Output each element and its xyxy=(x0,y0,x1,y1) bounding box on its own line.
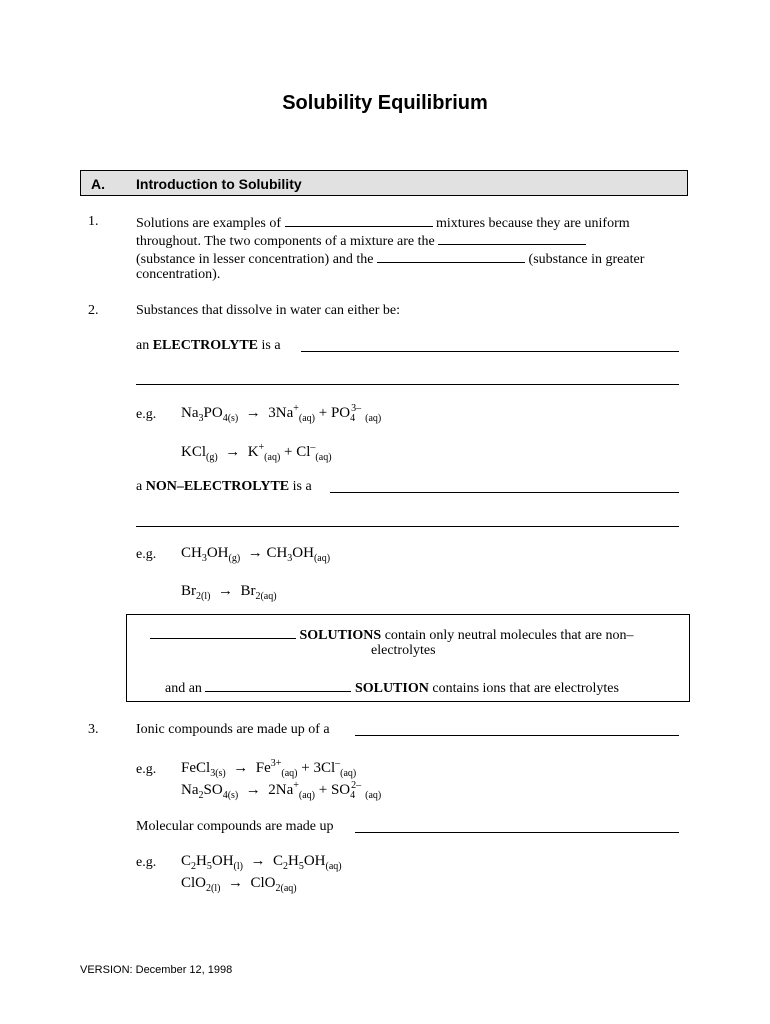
answer-blank[interactable] xyxy=(377,250,525,263)
electrolyte-definition xyxy=(136,338,281,354)
text: contains ions that are electrolytes xyxy=(432,681,619,696)
version-footer: VERSION: December 12, 1998 xyxy=(80,964,233,976)
section-heading: Introduction to Solubility xyxy=(136,176,302,192)
equation-br2: $Br_{2(l)} \to Br_{2(aq)}$ xyxy=(181,583,277,602)
answer-line[interactable] xyxy=(136,384,679,385)
non-electrolyte-definition xyxy=(136,479,312,495)
q1-text: (substance in greater xyxy=(528,252,645,267)
q1-text: Solutions are examples of xyxy=(136,216,282,231)
answer-blank[interactable] xyxy=(205,679,351,692)
answer-line[interactable] xyxy=(355,735,679,736)
solution-term: SOLUTION xyxy=(354,681,429,696)
eg-label: e.g. xyxy=(136,547,157,562)
ionic-text: Ionic compounds are made up of a xyxy=(136,722,330,737)
box-line-2: electrolytes xyxy=(371,643,436,658)
question-number: 1. xyxy=(88,214,99,229)
question-number: 2. xyxy=(88,303,99,318)
text: contain only neutral molecules that are non– xyxy=(384,628,634,643)
page-title: Solubility Equilibrium xyxy=(282,92,488,114)
equation-na2so4: $Na_2SO_{4(s)} \to 2Na^+_{(aq)} + SO_4^{2-}_{(aq)}$ xyxy=(181,780,382,801)
q1-text: mixtures because they are uniform xyxy=(436,216,630,231)
solutions-term: SOLUTIONS xyxy=(299,628,382,643)
equation-fecl3: FeCl$_{3(s)}$ → $Fe^{3+}_{(aq)} + 3Cl^-_{(aq)}$ xyxy=(181,758,357,779)
section-letter: A. xyxy=(91,176,105,192)
answer-line[interactable] xyxy=(136,526,679,527)
answer-line[interactable] xyxy=(330,492,679,493)
text: an xyxy=(136,338,150,353)
answer-blank[interactable] xyxy=(285,214,433,227)
text: and an xyxy=(165,681,202,696)
equation-ch3oh: $CH_3OH_{(g)} \to CH_3OH_{(aq)}$ xyxy=(181,545,331,564)
q1-text: throughout. The two components of a mixture are the xyxy=(136,234,435,249)
answer-line[interactable] xyxy=(301,351,679,352)
q2-intro: Substances that dissolve in water can either be: xyxy=(136,303,400,318)
equation-kcl: $KCl_{(g)} \to K^+_{(aq)} + Cl^-_{(aq)}$ xyxy=(181,442,332,463)
q1-line-4: concentration). xyxy=(136,267,221,282)
equation-na3po4: $Na_3PO_{4(s)} \to 3Na^+_{(aq)} + PO_4^{3-}_{(aq)}$ xyxy=(181,403,382,424)
q1-line-1 xyxy=(136,214,630,232)
eg-label: e.g. xyxy=(136,762,157,777)
eg-label: e.g. xyxy=(136,855,157,870)
section-header xyxy=(80,170,688,196)
eg-label: e.g. xyxy=(136,407,157,422)
q1-text: (substance in lesser concentration) and the xyxy=(136,252,374,267)
text: is a xyxy=(292,479,312,494)
answer-line[interactable] xyxy=(355,832,679,833)
non-electrolyte-term: NON–ELECTROLYTE xyxy=(145,479,290,494)
molecular-text: Molecular compounds are made up xyxy=(136,819,334,834)
q1-line-2 xyxy=(136,232,586,250)
box-line-3 xyxy=(165,679,619,697)
answer-blank[interactable] xyxy=(150,626,296,639)
text: a xyxy=(136,479,143,494)
equation-clo2: ClO$_{2(l)}$ → ClO$_{2(aq)}$ xyxy=(181,875,297,894)
equation-c2h5oh: $C_2H_5OH_{(l)} \to C_2H_5OH_{(aq)}$ xyxy=(181,853,342,872)
box-line-1 xyxy=(150,626,634,644)
text: is a xyxy=(261,338,281,353)
electrolyte-term: ELECTROLYTE xyxy=(152,338,259,353)
q1-line-3 xyxy=(136,250,644,268)
answer-blank[interactable] xyxy=(438,232,586,245)
question-number: 3. xyxy=(88,722,99,737)
